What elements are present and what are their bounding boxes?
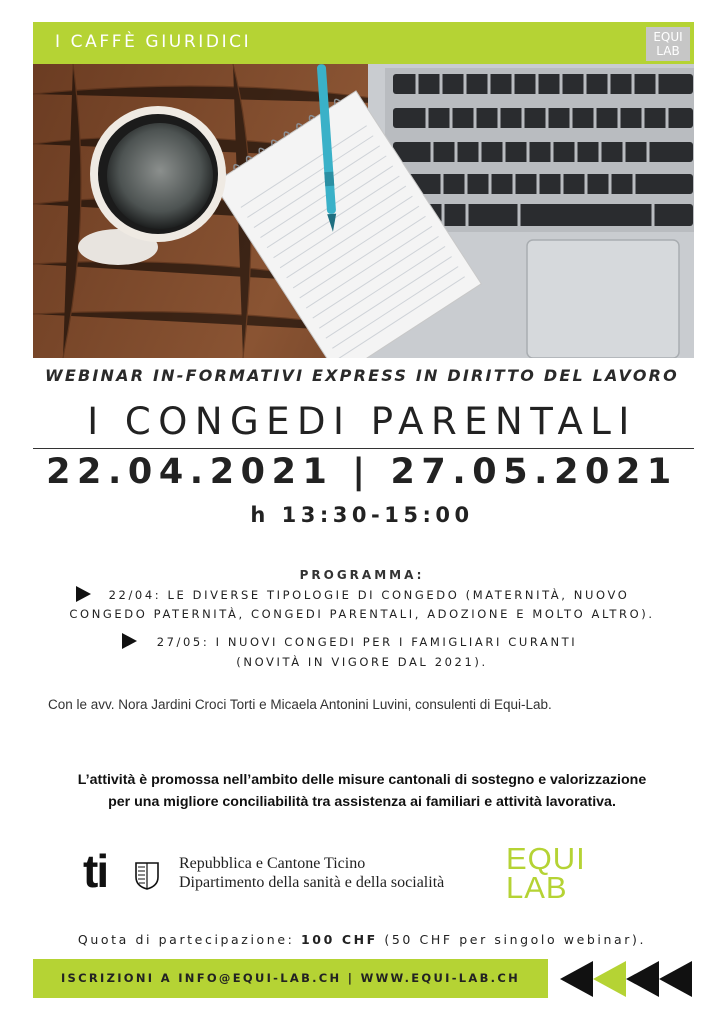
fee-prefix: Quota di partecipazione: (77, 932, 301, 947)
rewind-chevron-icon (593, 961, 626, 997)
program-item1-line1: 22/04: LE DIVERSE TIPOLOGIE DI CONGEDO (MATERNITÀ, NUOVO (108, 588, 630, 602)
equilab-logo-line1: EQUI (506, 841, 586, 876)
speakers-text: Con le avv. Nora Jardini Croci Torti e Micaela Antonini Luvini, consulenti di Equi-Lab. (48, 697, 552, 712)
event-hours: h 13:30-15:00 (250, 503, 474, 527)
logo-line1: EQUI (653, 30, 683, 44)
ticino-line1: Repubblica e Cantone Ticino (179, 855, 366, 872)
equilab-logo-small (646, 27, 690, 61)
promo-line1: L’attività è promossa nell’ambito delle misure cantonali di sostegno e valorizzazione (77, 772, 647, 788)
webinar-subtitle: WEBINAR IN-FORMATIVI EXPRESS IN DIRITTO DEL LAVORO (45, 366, 679, 385)
logo-line2: LAB (656, 44, 680, 58)
program-item1-line2: CONGEDO PATERNITÀ, CONGEDI PARENTALI, ADOZIONE E MOLTO ALTRO). (69, 607, 655, 621)
title-divider (33, 448, 694, 449)
desk-illustration (33, 64, 694, 358)
rewind-chevron-icon (560, 961, 593, 997)
ticino-logo: ti (83, 845, 108, 897)
contact-bar (33, 959, 548, 998)
canton-shield-icon (135, 862, 159, 890)
event-dates: 22.04.2021 | 27.05.2021 (46, 452, 678, 492)
equilab-logo (506, 841, 586, 905)
ticino-line2: Dipartimento della sanità e della socialità (179, 874, 445, 891)
fee-suffix: (50 CHF per singolo webinar). (377, 932, 647, 947)
rewind-chevron-icon (626, 961, 659, 997)
hero-photo (33, 64, 694, 358)
promo-line2: per una migliore conciliabilità tra assistenza ai familiari e attività lavorativa. (108, 794, 616, 810)
series-title: I CAFFÈ GIURIDICI (55, 32, 252, 52)
page-title: I CONGEDI PARENTALI (87, 400, 637, 443)
header-banner (33, 22, 694, 64)
rewind-chevron-icon (659, 961, 692, 997)
fee-amount: 100 CHF (301, 932, 378, 947)
program-heading: PROGRAMMA: (299, 568, 425, 582)
equilab-logo-line2: LAB (506, 870, 568, 905)
fee-text (0, 932, 724, 947)
program-item2-line2: (NOVITÀ IN VIGORE DAL 2021). (236, 655, 488, 669)
contact-text[interactable]: ISCRIZIONI A INFO@EQUI-LAB.CH | WWW.EQUI-LAB.CH (60, 971, 521, 985)
program-item2-line1: 27/05: I NUOVI CONGEDI PER I FAMIGLIARI CURANTI (156, 635, 578, 649)
